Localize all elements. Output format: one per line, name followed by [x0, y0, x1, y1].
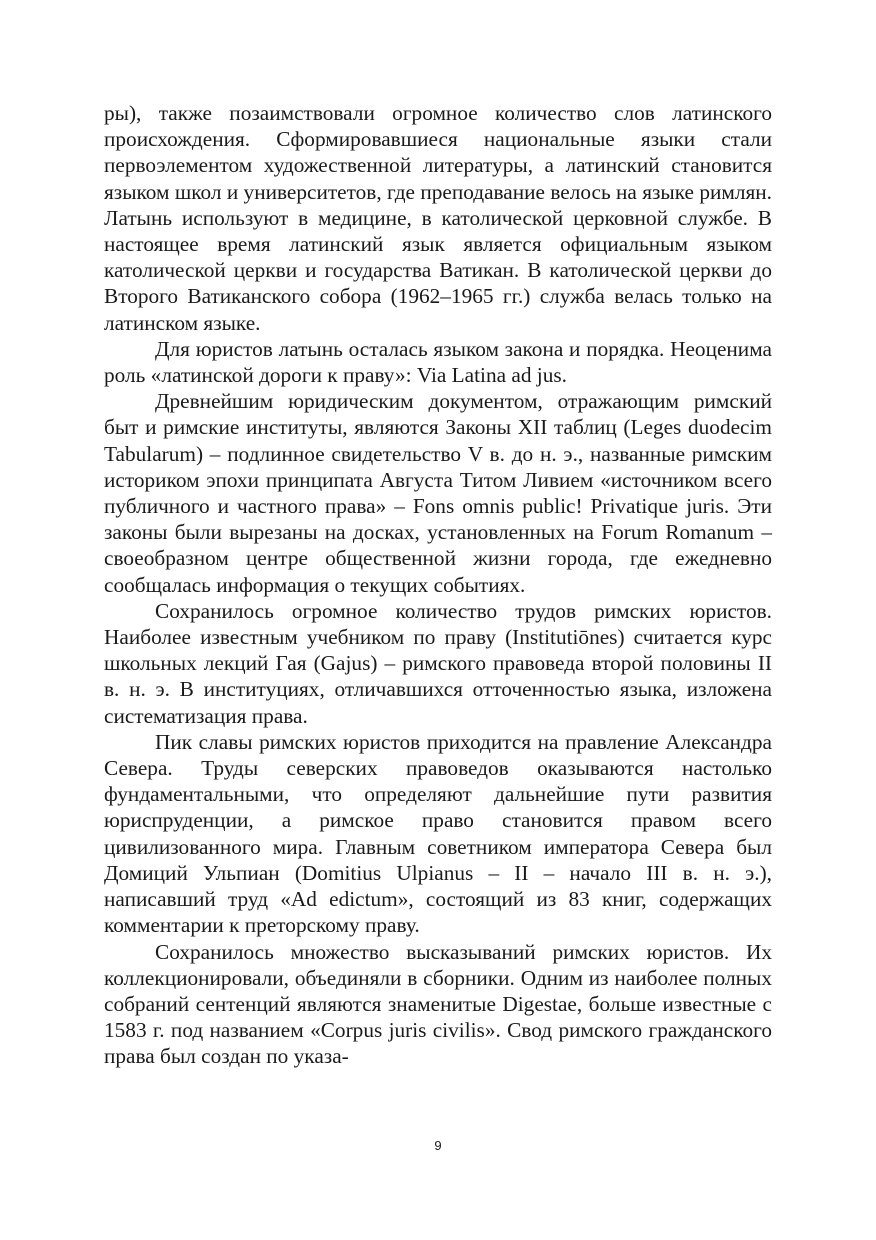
paragraph-6: Сохранилось множество высказываний римских юристов. Их коллекционировали, объединяли в сборники. Одним из наиболее полных собраний сентенций являются знаменитые Digestae, больше известные с 1583 г. под названием «Corpus juris civilis». Свод римского гражданского права был создан по указа- [104, 939, 772, 1069]
paragraph-5: Пик славы римских юристов приходится на правление Александра Севера. Труды северских правоведов оказываются настолько фундаментальными, что определяют дальнейшие пути развития юриспруденции, а римское право становится правом всего цивилизованного мира. Главным советником императора Севера был Домиций Ульпиан (Domitius Ulpianus – II – начало III в. н. э.), написавший труд «Ad edictum», состоящий из 83 книг, содержащих комментарии к преторскому праву. [104, 729, 772, 938]
paragraph-1: ры), также позаимствовали огромное количество слов латинского происхождения. Сформировавшиеся национальные языки стали первоэлементом художественной литературы, а латинский становится языком школ и университетов, где преподавание велось на языке римлян. Латынь используют в медицине, в католической церковной службе. В настоящее время латинский язык является официальным языком католической церкви и государства Ватикан. В католической церкви до Второго Ватиканского собора (1962–1965 гг.) служба велась только на латинском языке. [104, 101, 772, 335]
paragraph-4: Сохранилось огромное количество трудов римских юристов. Наиболее известным учебником по праву (Institutiōnes) считается курс школьных лекций Гая (Gajus) – римского правоведа второй половины II в. н. э. В институциях, отличавшихся отточенностью языка, изложена систематизация права. [104, 598, 772, 728]
paragraph-3: Древнейшим юридическим документом, отражающим римский быт и римские институты, являются Законы XII таблиц (Leges duodecim Tabularum) – подлинное свидетельство V в. до н. э., названные римским историком эпохи принципата Августа Титом Ливием «источником всего публичного и частного права» – Fons omnis public! Privatique juris. Эти законы были вырезаны на досках, установленных на Forum Romanum – своеобразном центре общественной жизни города, где ежедневно сообщалась информация о текущих событиях. [104, 389, 772, 597]
body-text [104, 100, 772, 1070]
page-number: 9 [434, 1138, 442, 1153]
paragraph-2: Для юристов латынь осталась языком закона и порядка. Неоценима роль «латинской дороги к праву»: Via Latina ad jus. [104, 336, 772, 388]
